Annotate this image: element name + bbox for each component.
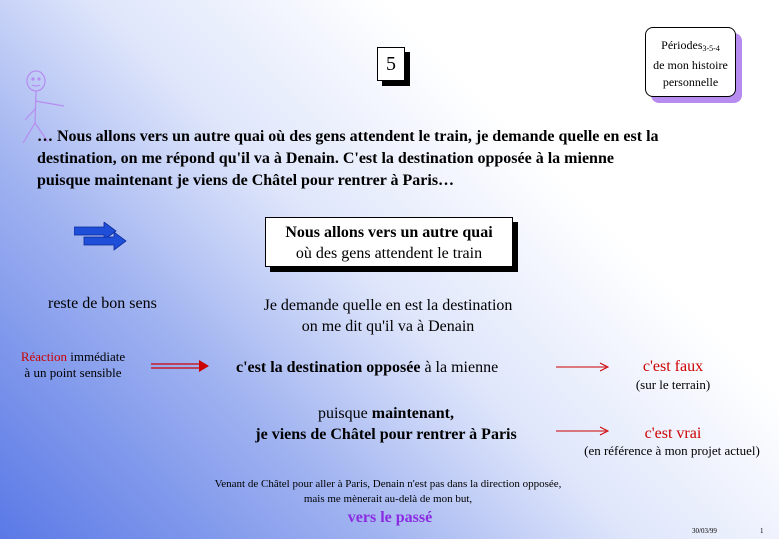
periods-sub: 3-5-4 <box>702 44 720 53</box>
faux-label: c'est faux <box>642 358 704 375</box>
page-number: 1 <box>760 527 764 535</box>
red-arrow-faux-icon <box>556 362 614 372</box>
periods-box <box>645 27 736 97</box>
reaction-label <box>14 349 132 381</box>
opposite-bold2: opposée <box>366 359 421 376</box>
intro-paragraph <box>37 126 767 192</box>
puisque-b: maintenant, <box>371 405 454 422</box>
demand-text <box>228 295 548 337</box>
footer-text <box>170 477 606 507</box>
periods-label: Périodes <box>661 38 703 52</box>
demand-line1: Je demande quelle en est la destination <box>263 297 513 314</box>
puisque-text <box>228 403 544 445</box>
quote-box <box>265 217 513 267</box>
quote-box-bold: Nous allons vers un autre quai <box>285 224 493 241</box>
vers-le-passe: vers le passé <box>347 509 433 526</box>
opposite-bold1: c'est la destination <box>236 359 367 376</box>
vrai-label: c'est vrai <box>644 425 702 442</box>
intro-line3: puisque maintenant je viens de Châtel pour rentrer à Paris… <box>37 172 455 189</box>
faux-note: (sur le terrain) <box>635 377 711 392</box>
demand-line2: on me dit qu'il va à Denain <box>301 318 475 335</box>
reaction-rest: immédiate <box>67 349 126 364</box>
bon-sens-label: reste de bon sens <box>48 295 157 312</box>
date-stamp: 30/03/99 <box>692 527 717 535</box>
intro-line2: destination, on me répond qu'il va à Denain. C'est la destination opposée à la mienne <box>37 150 614 167</box>
double-arrow-icon <box>74 222 130 252</box>
puisque-a: puisque <box>317 405 372 422</box>
reaction-word: Réaction <box>20 349 68 364</box>
slide-number: 5 <box>377 47 405 81</box>
opposite-text <box>236 359 498 377</box>
reaction-line2: à un point sensible <box>24 365 122 380</box>
red-arrow-vrai-icon <box>556 426 614 436</box>
opposite-rest: à la mienne <box>420 359 499 376</box>
periods-line2: de mon histoire <box>653 58 728 72</box>
intro-line1: … Nous allons vers un autre quai où des gens attendent le train, je demande quelle en est la <box>37 128 659 145</box>
viens-line: je viens de Châtel pour rentrer à Paris <box>255 426 517 443</box>
footer-line2: mais me mènerait au-delà de mon but, <box>303 493 473 505</box>
periods-line3: personnelle <box>662 75 719 89</box>
vrai-note: (en référence à mon projet actuel) <box>584 443 760 458</box>
quote-box-normal: où des gens attendent le train <box>295 245 483 262</box>
footer-line1: Venant de Châtel pour aller à Paris, Denain n'est pas dans la direction opposée, <box>214 478 562 490</box>
red-arrow-icon <box>151 359 211 373</box>
